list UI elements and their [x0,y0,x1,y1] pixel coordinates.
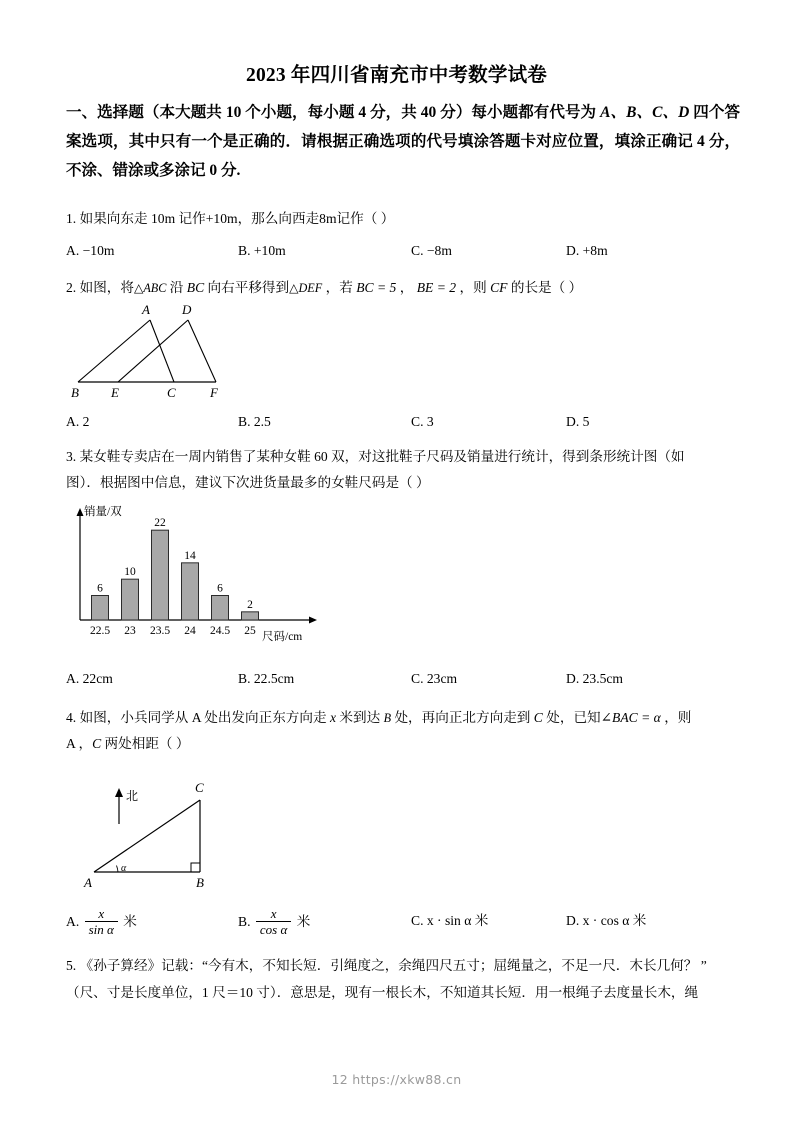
q2-text-b: 沿 [166,280,187,295]
q2-label-E: E [111,385,119,400]
q2-label-D: D [182,302,192,317]
q1-value-east: +10m [205,211,238,226]
q4-line-2 [66,731,740,757]
q2-option-b[interactable]: B. 2.5 [238,414,271,429]
chart-xlabel: 尺码/cm [262,631,303,643]
q4-label-B: B [196,875,204,890]
q4-option-b-numerator: x [270,906,277,921]
q2-label-F: F [210,385,218,400]
q2-text-d: ，若 [322,280,357,295]
q4-line-1-e: ，则 [660,710,692,725]
q4-label-alpha: α [121,863,127,874]
q1-value-west: 8m [319,211,337,226]
chart-bar [122,579,139,620]
instructions-part-1: 一、选择题（本大题共 10 个小题，每小题 4 分，共 40 分）每小题都有代号为 [66,104,601,121]
q3-option-a[interactable]: A. 22cm [66,671,113,686]
q2-text-e: ， [396,280,417,295]
q4-line-1-b: 米到达 [336,710,384,725]
q1-number: 1. [66,211,77,226]
q4-line-1 [66,705,740,731]
q2-segment-cf: CF [490,280,508,295]
chart-bar-value: 10 [124,566,136,579]
q2-option-a[interactable]: A. 2 [66,414,90,429]
q2-triangle-def: △DEF [289,281,323,295]
q4-line-2-a: A ， [66,736,93,751]
q3-line-2 [66,470,740,496]
question-2-figure [66,296,236,400]
q2-label-B: B [71,385,79,400]
q4-point-b: B [383,711,392,725]
q4-option-a-unit: 米 [123,914,137,930]
q5-line-2-text: （尺、寸是长度单位，1 尺＝10 寸）．意思是，现有一根长木，不知道其长短．用一根绳子去度量长木，绳 [66,985,699,1000]
chart-bar-value: 22 [154,517,166,530]
instructions-part-2: 四个答案选项，其中只有一个是正确的．请根据正确选项的代号填涂答题卡对应位置，填涂正确记 4 分，不涂、错涂或多涂记 0 分. [66,104,740,179]
q2-text-c: 向右平移得到 [204,280,290,295]
chart-ylabel: 销量/双 [84,506,122,518]
q4-line-1-c: 处，再向正北方向走到 [391,710,534,725]
instructions-option-letters: A、B、C、D [600,104,690,121]
chart-bar [152,530,169,620]
chart-bar [92,596,109,621]
q4-point-c: C [533,710,543,725]
q5-line-2 [66,979,740,1006]
q1-option-a[interactable]: A. −10m [66,243,115,258]
q1-text-b: ，那么向西走 [237,211,320,226]
q2-text-f: ，则 [456,280,491,295]
q2-text-g: 的长是（ ） [507,280,583,295]
q4-option-d[interactable]: D. x · cos α 米 [566,913,647,928]
q1-option-d[interactable]: D. +8m [566,243,608,258]
q2-number: 2. [66,280,77,295]
q1-option-c[interactable]: C. −8m [411,243,452,258]
q2-segment-bc: BC [186,280,205,295]
q3-line-1-text: 某女鞋专卖店在一周内销售了某种女鞋 60 双，对这批鞋子尺码及销量进行统计，得到条形统计图（如 [79,449,685,464]
q4-line-1-a: 如图，小兵同学从 A 处出发向正东方向走 [79,710,330,725]
chart-tick-label: 23 [124,625,136,637]
q1-option-b[interactable]: B. +10m [238,243,286,258]
footer-watermark: 12 https://xkw88.cn [331,1072,462,1087]
q3-option-c[interactable]: C. 23cm [411,671,458,686]
chart-bar-value: 14 [184,549,196,562]
q2-text-a: 如图，将 [79,280,134,295]
question-1-text [66,206,740,232]
q2-triangle-abc: △ABC [133,281,167,295]
section-instructions [66,98,740,185]
q3-option-b[interactable]: B. 22.5cm [238,671,295,686]
q4-label-C: C [195,780,204,795]
chart-tick-label: 24 [184,625,196,637]
q4-line-2-point-c: C [92,736,102,751]
q3-line-1 [66,444,740,470]
q4-option-a-fraction [85,907,118,937]
q4-label-A: A [84,875,92,890]
q4-line-2-b: 两处相距（ ） [101,736,190,751]
q5-line-1-text: 《孙子算经》记载：“今有木，不知长短．引绳度之，余绳四尺五寸；屈绳量之，不足一尺．木长几何？ ” [79,958,707,973]
chart-bar [182,563,199,620]
chart-tick-label: 24.5 [209,625,231,637]
question-4-text [66,705,740,757]
q2-eq-bc: BC = 5 [356,280,397,295]
chart-bar-value: 6 [217,582,223,595]
q4-var-x: x [329,710,337,725]
q3-number: 3. [66,449,77,464]
q4-label-north: 北 [126,789,139,803]
q2-label-A: A [142,302,150,317]
q4-option-a[interactable] [66,908,137,938]
q2-option-d[interactable]: D. 5 [566,414,590,429]
q3-line-2-text: 图）．根据图中信息，建议下次进货量最多的女鞋尺码是（ ） [66,475,430,490]
q4-option-b-label: B. [238,914,251,930]
question-3-bar-chart [66,504,346,656]
chart-bar-value: 6 [97,582,103,595]
q4-number: 4. [66,710,77,725]
q4-option-b-fraction [256,907,291,937]
q4-option-a-label: A. [66,914,80,930]
q4-option-a-numerator: x [98,906,105,921]
q3-option-d[interactable]: D. 23.5cm [566,671,624,686]
q2-label-C: C [167,385,176,400]
q2-option-c[interactable]: C. 3 [411,414,434,429]
chart-bar-value: 2 [247,598,253,611]
q4-option-b-denominator: cos α [256,921,291,937]
question-3-text [66,444,740,496]
chart-bar [242,612,259,620]
chart-tick-label: 22.5 [89,625,111,637]
q1-text-c: 记作（ ） [336,211,395,226]
q4-angle-bac: ∠BAC = α [600,710,661,725]
chart-tick-label: 25 [244,625,256,637]
q4-option-b-unit: 米 [296,914,311,930]
q5-line-1 [66,952,740,979]
page-title: 2023 年四川省南充市中考数学试卷 [246,65,547,86]
q4-option-c[interactable]: C. x · sin α 米 [411,913,489,928]
q4-option-b[interactable] [238,908,310,938]
q1-text-a: 如果向东走 10m 记作 [79,211,206,226]
q4-line-1-d: 处，已知 [542,710,601,725]
q5-number: 5. [66,958,77,973]
question-4-figure [66,772,246,898]
chart-bar [212,596,229,621]
q4-option-a-denominator: sin α [85,921,118,937]
q2-eq-be: BE = 2 [416,280,457,295]
chart-tick-label: 23.5 [149,625,171,637]
question-5-text [66,952,740,1006]
